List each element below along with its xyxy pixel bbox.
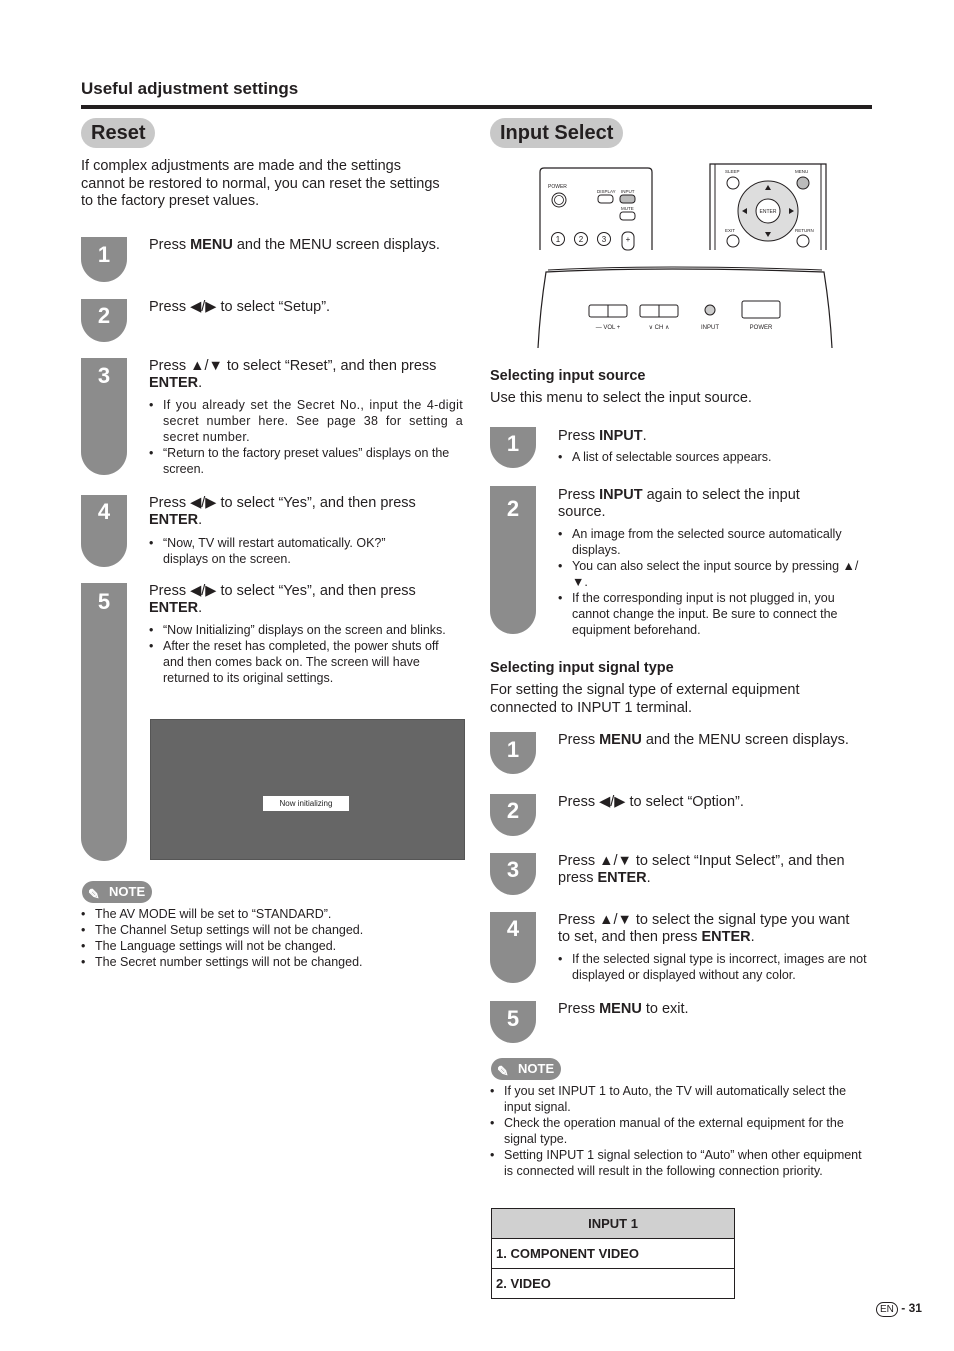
reset-step-2-number: 2 <box>97 303 111 328</box>
reset-step-4-bullets <box>149 535 429 567</box>
input-notes <box>490 1083 870 1179</box>
source-step-1-number: 1 <box>506 431 520 456</box>
svg-text:POWER: POWER <box>548 184 567 190</box>
tv-screen-illustration <box>150 719 465 860</box>
bullet: • “Now, TV will restart automatically. OK?” displays on the screen. <box>149 535 429 567</box>
reset-step-5-text: Press ◀/▶ to select “Yes”, and then press ENTER. <box>149 583 416 616</box>
note-item: • The AV MODE will be set to “STANDARD”. <box>81 906 441 922</box>
bullet: • If you already set the Secret No., input the 4-digit secret number here. See page 38 for setting a secret number. <box>149 397 463 445</box>
bullet: • You can also select the input source by pressing ▲/▼. <box>558 558 874 590</box>
priority-table-row: 2. VIDEO <box>492 1269 735 1299</box>
bullet: • After the reset has completed, the power shuts off and then comes back on. The screen will have returned to its original settings. <box>149 638 459 686</box>
reset-step-4-number: 4 <box>97 499 111 524</box>
signal-step-3-number: 3 <box>506 857 520 882</box>
signal-step-5-number: 5 <box>506 1006 520 1031</box>
source-heading: Selecting input source <box>490 368 646 384</box>
signal-step-4-bullets <box>558 951 874 983</box>
page-number: EN - 31 <box>876 1301 922 1317</box>
signal-heading: Selecting input signal type <box>490 660 674 676</box>
reset-step-5-number: 5 <box>97 589 111 614</box>
note-item: • The Channel Setup settings will not be changed. <box>81 922 441 938</box>
priority-table-row: 1. COMPONENT VIDEO <box>492 1239 735 1269</box>
pencil-icon: ✎ <box>88 886 100 902</box>
note-item: • The Language settings will not be changed. <box>81 938 441 954</box>
source-intro: Use this menu to select the input source. <box>490 390 752 406</box>
reset-intro: If complex adjustments are made and the settings cannot be restored to normal, you can reset the settings to the factory preset values. <box>81 158 440 209</box>
svg-text:MENU: MENU <box>795 169 809 174</box>
svg-text:INPUT: INPUT <box>621 189 635 194</box>
signal-step-4-number: 4 <box>506 916 520 941</box>
reset-step-5-marker <box>81 583 127 861</box>
note-item: • Setting INPUT 1 signal selection to “Auto” when other equipment is connected will result in the following connection priority. <box>490 1147 870 1179</box>
reset-step-1-number: 1 <box>97 242 111 267</box>
svg-text:— VOL +: — VOL + <box>595 325 621 331</box>
priority-table-header: INPUT 1 <box>492 1209 735 1239</box>
reset-step-3-text: Press ▲/▼ to select “Reset”, and then press ENTER. <box>149 358 437 391</box>
reset-step-2-text: Press ◀/▶ to select “Setup”. <box>149 299 331 315</box>
bullet: • If the corresponding input is not plugged in, you cannot change the input. Be sure to connect the equipment beforehand. <box>558 590 874 638</box>
svg-text:∨ CH ∧: ∨ CH ∧ <box>648 325 670 331</box>
reset-title: Reset <box>81 118 155 148</box>
svg-text:1: 1 <box>555 235 561 244</box>
reset-notes <box>81 906 441 970</box>
reset-step-4-text: Press ◀/▶ to select “Yes”, and then press ENTER. <box>149 495 416 528</box>
bullet: • If the selected signal type is incorrect, images are not displayed or displayed without any color. <box>558 951 874 983</box>
signal-step-5-text: Press MENU to exit. <box>558 1001 689 1017</box>
signal-step-4-text: Press ▲/▼ to select the signal type you want to set, and then press ENTER. <box>558 912 850 945</box>
signal-step-1-number: 1 <box>506 737 520 762</box>
signal-step-3-text: Press ▲/▼ to select “Input Select”, and then press ENTER. <box>558 853 845 886</box>
reset-step-1-text: Press MENU and the MENU screen displays. <box>149 237 440 253</box>
svg-text:SLEEP: SLEEP <box>725 169 740 174</box>
source-step-2-text: Press INPUT again to select the input source. <box>558 487 800 520</box>
bullet: • A list of selectable sources appears. <box>558 449 873 465</box>
now-initializing-label: Now initializing <box>263 796 349 811</box>
svg-text:MUTE: MUTE <box>621 206 634 211</box>
input-note-badge: ✎ NOTE <box>491 1058 561 1080</box>
reset-note-badge: ✎ NOTE <box>82 881 152 903</box>
svg-text:+: + <box>625 235 631 244</box>
svg-text:EXIT: EXIT <box>725 228 736 233</box>
note-item: • If you set INPUT 1 to Auto, the TV will automatically select the input signal. <box>490 1083 870 1115</box>
source-step-1-text: Press INPUT. <box>558 428 647 444</box>
svg-text:RETURN: RETURN <box>795 228 814 233</box>
note-item: • The Secret number settings will not be changed. <box>81 954 441 970</box>
reset-step-5-bullets <box>149 622 459 686</box>
pencil-icon: ✎ <box>497 1063 509 1079</box>
signal-intro: For setting the signal type of external equipment connected to INPUT 1 terminal. <box>490 682 800 716</box>
language-badge: EN <box>876 1302 898 1317</box>
remote-and-tv-illustration <box>490 160 872 352</box>
svg-text:2: 2 <box>578 235 584 244</box>
input-select-title: Input Select <box>490 118 623 148</box>
signal-step-1-text: Press MENU and the MENU screen displays. <box>558 732 849 748</box>
svg-text:3: 3 <box>601 235 607 244</box>
bullet: • “Return to the factory preset values” displays on the screen. <box>149 445 463 477</box>
svg-text:ENTER: ENTER <box>759 209 777 215</box>
source-step-1-bullets <box>558 449 873 465</box>
svg-text:POWER: POWER <box>749 325 773 331</box>
header-rule <box>81 105 872 109</box>
page-section-title: Useful adjustment settings <box>81 79 299 98</box>
connection-priority-table <box>491 1208 735 1299</box>
source-step-2-bullets <box>558 526 874 638</box>
reset-step-3-number: 3 <box>97 363 111 388</box>
bullet: • “Now Initializing” displays on the screen and blinks. <box>149 622 459 638</box>
svg-text:DISPLAY: DISPLAY <box>597 189 616 194</box>
signal-step-2-number: 2 <box>506 798 520 823</box>
source-step-2-number: 2 <box>506 496 520 521</box>
reset-step-3-bullets <box>149 397 463 477</box>
svg-text:INPUT: INPUT <box>701 325 719 331</box>
signal-step-2-text: Press ◀/▶ to select “Option”. <box>558 794 744 810</box>
bullet: • An image from the selected source automatically displays. <box>558 526 874 558</box>
note-item: • Check the operation manual of the external equipment for the signal type. <box>490 1115 870 1147</box>
